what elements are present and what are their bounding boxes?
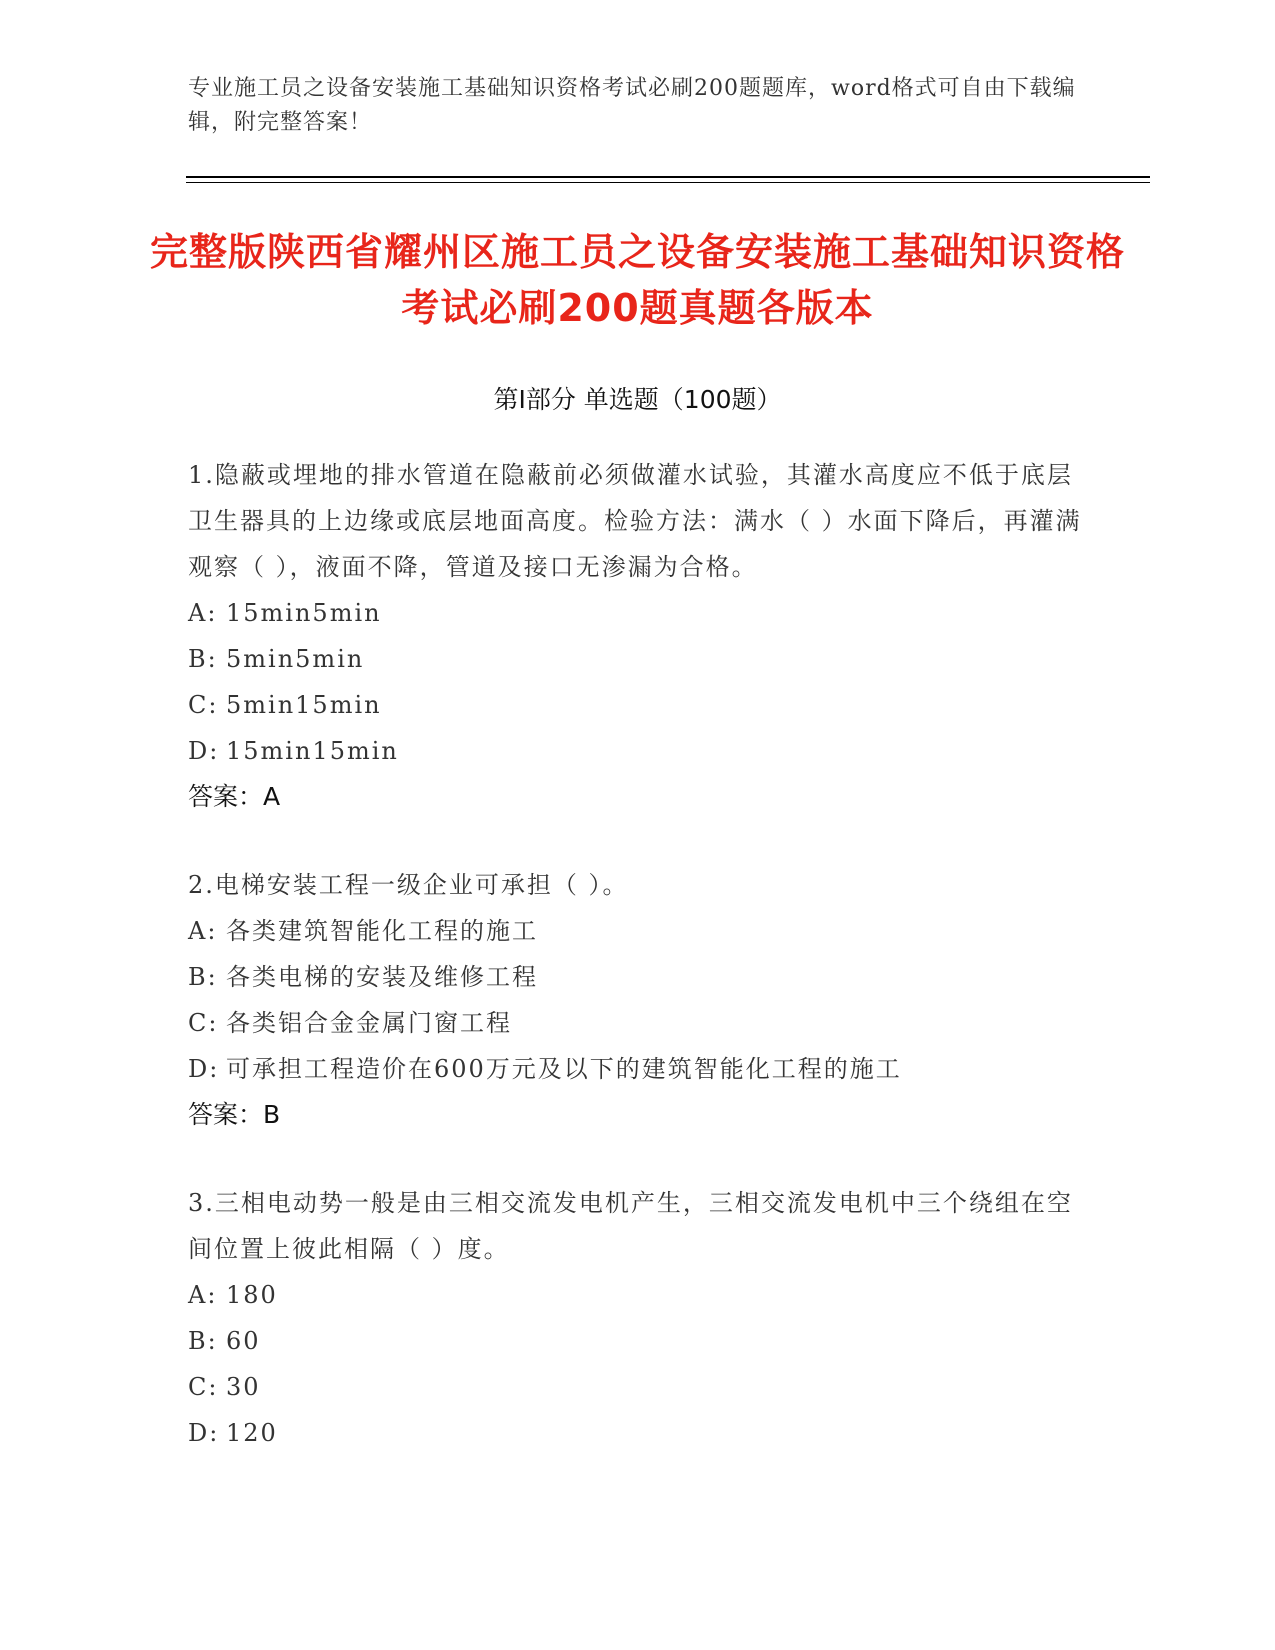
option-label: C: xyxy=(188,1373,219,1401)
option-text: 各类铝合金金属门窗工程 xyxy=(226,1009,512,1037)
option-b xyxy=(188,636,1088,682)
option-label: A: xyxy=(188,599,218,627)
option-text: 15min5min xyxy=(226,599,382,627)
option-label: B: xyxy=(188,1327,218,1355)
option-d xyxy=(188,1046,1088,1092)
option-d xyxy=(188,1410,1088,1456)
question-3 xyxy=(188,1180,1088,1456)
option-text: 各类建筑智能化工程的施工 xyxy=(226,917,538,945)
option-label: C: xyxy=(188,691,219,719)
option-label: D: xyxy=(188,737,220,765)
option-label: B: xyxy=(188,645,218,673)
question-text: 2.电梯安装工程一级企业可承担（ ）。 xyxy=(188,871,629,899)
option-b xyxy=(188,1318,1088,1364)
option-label: D: xyxy=(188,1055,220,1083)
option-text: 180 xyxy=(226,1281,278,1309)
option-a xyxy=(188,590,1088,636)
question-text: 3.三相电动势一般是由三相交流发电机产生，三相交流发电机中三个绕组在空间位置上彼此相隔（ ）度。 xyxy=(188,1189,1073,1263)
option-c xyxy=(188,1364,1088,1410)
option-label: B: xyxy=(188,963,218,991)
answer: 答案：A xyxy=(188,782,281,811)
question-1 xyxy=(188,452,1088,820)
option-c xyxy=(188,1000,1088,1046)
option-c xyxy=(188,682,1088,728)
option-text: 120 xyxy=(226,1419,278,1447)
option-label: A: xyxy=(188,917,218,945)
option-a xyxy=(188,908,1088,954)
header-divider-thin xyxy=(186,182,1150,183)
option-text: 60 xyxy=(226,1327,261,1355)
option-d xyxy=(188,728,1088,774)
question-text: 1.隐蔽或埋地的排水管道在隐蔽前必须做灌水试验，其灌水高度应不低于底层卫生器具的上边缘或底层地面高度。检验方法：满水（ ）水面下降后，再灌满观察（ ），液面不降，管道及接口无渗漏为合格。 xyxy=(188,461,1082,581)
answer: 答案：B xyxy=(188,1100,281,1129)
option-label: A: xyxy=(188,1281,218,1309)
option-text: 可承担工程造价在600万元及以下的建筑智能化工程的施工 xyxy=(226,1055,902,1083)
option-text: 5min5min xyxy=(226,645,365,673)
section-title: 第I部分 单选题（100题） xyxy=(493,385,782,414)
option-label: C: xyxy=(188,1009,219,1037)
header-divider-thick xyxy=(186,176,1150,178)
option-text: 各类电梯的安装及维修工程 xyxy=(226,963,538,991)
option-text: 15min15min xyxy=(226,737,399,765)
option-a xyxy=(188,1272,1088,1318)
header-note: 专业施工员之设备安装施工基础知识资格考试必刷200题题库，word格式可自由下载编辑，附完整答案！ xyxy=(188,76,1076,135)
question-2 xyxy=(188,862,1088,1138)
option-b xyxy=(188,954,1088,1000)
option-text: 30 xyxy=(226,1373,261,1401)
document-title: 完整版陕西省耀州区施工员之设备安装施工基础知识资格考试必刷200题真题各版本 xyxy=(150,230,1126,330)
option-label: D: xyxy=(188,1419,220,1447)
option-text: 5min15min xyxy=(226,691,382,719)
